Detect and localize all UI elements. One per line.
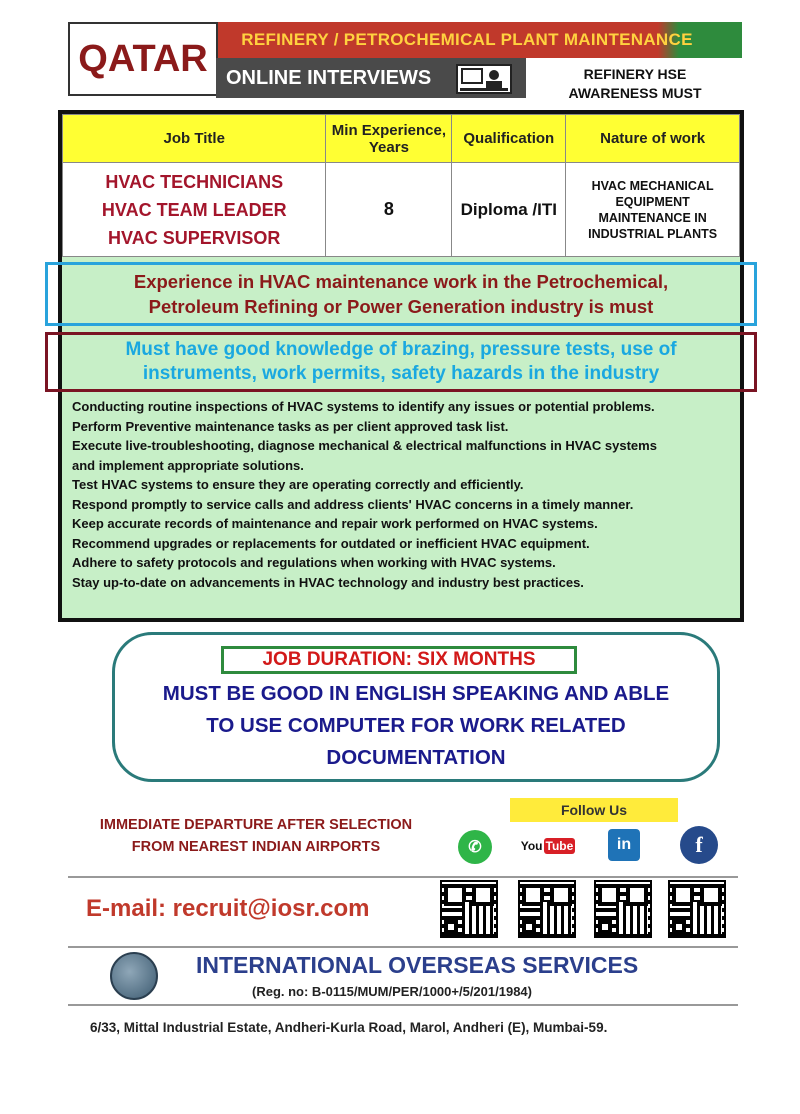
list-item: Adhere to safety protocols and regulations when working with HVAC systems. xyxy=(72,555,556,570)
youtube-tube: Tube xyxy=(545,839,574,853)
video-interview-icon xyxy=(456,64,512,94)
experience-req-line-1: Experience in HVAC maintenance work in the Petrochemical, xyxy=(133,271,669,292)
col-qualification: Qualification xyxy=(452,115,566,163)
departure-note xyxy=(70,814,442,858)
list-item: Test HVAC systems to ensure they are operating correctly and efficiently. xyxy=(72,477,524,492)
qr-code-icon[interactable] xyxy=(668,880,726,938)
col-min-experience: Min Experience, Years xyxy=(326,115,452,163)
list-item: Perform Preventive maintenance tasks as per client approved task list. xyxy=(72,418,509,434)
list-item: Stay up-to-date on advancements in HVAC technology and industry best practices. xyxy=(72,574,584,590)
list-item: Execute live-troubleshooting, diagnose mechanical & electrical malfunctions in HVAC systems xyxy=(72,438,657,453)
table-row xyxy=(63,163,740,257)
col-nature-of-work: Nature of work xyxy=(566,115,740,163)
linkedin-icon[interactable]: in xyxy=(608,829,640,861)
registration-number: (Reg. no: B-0115/MUM/PER/1000+/5/201/1984) xyxy=(252,984,532,999)
experience-requirement xyxy=(45,262,757,326)
qr-code-icon[interactable] xyxy=(594,880,652,938)
company-name: INTERNATIONAL OVERSEAS SERVICES xyxy=(196,952,639,978)
facebook-icon[interactable]: f xyxy=(680,826,718,864)
list-item: Conducting routine inspections of HVAC systems to identify any issues or potential problems. xyxy=(72,399,655,414)
company-address: 6/33, Mittal Industrial Estate, Andheri-Kurla Road, Marol, Andheri (E), Mumbai-59. xyxy=(90,1020,608,1035)
experience-req-line-2: Petroleum Refining or Power Generation industry is must xyxy=(148,296,654,317)
list-item: and implement appropriate solutions. xyxy=(72,457,304,473)
job-title-1: HVAC TECHNICIANS xyxy=(105,171,284,192)
knowledge-requirement xyxy=(45,332,757,392)
qualification-cell: Diploma /ITI xyxy=(452,163,566,257)
hse-line-1: REFINERY HSE xyxy=(583,66,687,82)
nature-cell: HVAC MECHANICAL EQUIPMENT MAINTENANCE IN INDUSTRIAL PLANTS xyxy=(566,163,740,257)
col-job-title: Job Title xyxy=(63,115,326,163)
hse-line-2: AWARENESS MUST xyxy=(568,85,702,101)
list-item: Respond promptly to service calls and address clients' HVAC concerns in a timely manner. xyxy=(72,496,634,512)
list-item: Recommend upgrades or replacements for outdated or inefficient HVAC equipment. xyxy=(72,535,590,551)
qr-code-icon[interactable] xyxy=(440,880,498,938)
english-line-2: TO USE COMPUTER FOR WORK RELATED xyxy=(206,714,626,737)
job-titles-cell xyxy=(63,163,326,257)
qr-code-icon[interactable] xyxy=(518,880,576,938)
english-requirement xyxy=(120,678,712,774)
hse-note xyxy=(528,62,742,106)
online-interviews-text: ONLINE INTERVIEWS xyxy=(226,66,432,89)
english-line-1: MUST BE GOOD IN ENGLISH SPEAKING AND ABLE xyxy=(162,682,670,705)
company-logo xyxy=(110,952,158,1000)
list-item: Keep accurate records of maintenance and repair work performed on HVAC systems. xyxy=(72,516,598,531)
knowledge-req-line-1: Must have good knowledge of brazing, pressure tests, use of xyxy=(125,339,677,360)
job-title-3: HVAC SUPERVISOR xyxy=(108,227,281,248)
country-label: QATAR xyxy=(68,22,218,96)
job-table xyxy=(62,114,740,257)
experience-cell: 8 xyxy=(326,163,452,257)
youtube-icon[interactable] xyxy=(520,832,574,860)
job-title-2: HVAC TEAM LEADER xyxy=(101,199,287,220)
follow-us-label: Follow Us xyxy=(510,798,678,822)
divider xyxy=(68,876,738,878)
duties-list xyxy=(72,397,740,592)
departure-line-1: IMMEDIATE DEPARTURE AFTER SELECTION xyxy=(99,817,413,833)
knowledge-req-line-2: instruments, work permits, safety hazards in the industry xyxy=(142,363,660,384)
whatsapp-icon[interactable]: ✆ xyxy=(458,830,492,864)
email-contact[interactable]: E-mail: recruit@iosr.com xyxy=(86,895,370,922)
youtube-you: You xyxy=(520,839,543,853)
english-line-3: DOCUMENTATION xyxy=(326,746,506,769)
job-duration: JOB DURATION: SIX MONTHS xyxy=(221,646,577,674)
departure-line-2: FROM NEAREST INDIAN AIRPORTS xyxy=(131,839,381,855)
header-title: REFINERY / PETROCHEMICAL PLANT MAINTENANCE xyxy=(241,30,693,49)
